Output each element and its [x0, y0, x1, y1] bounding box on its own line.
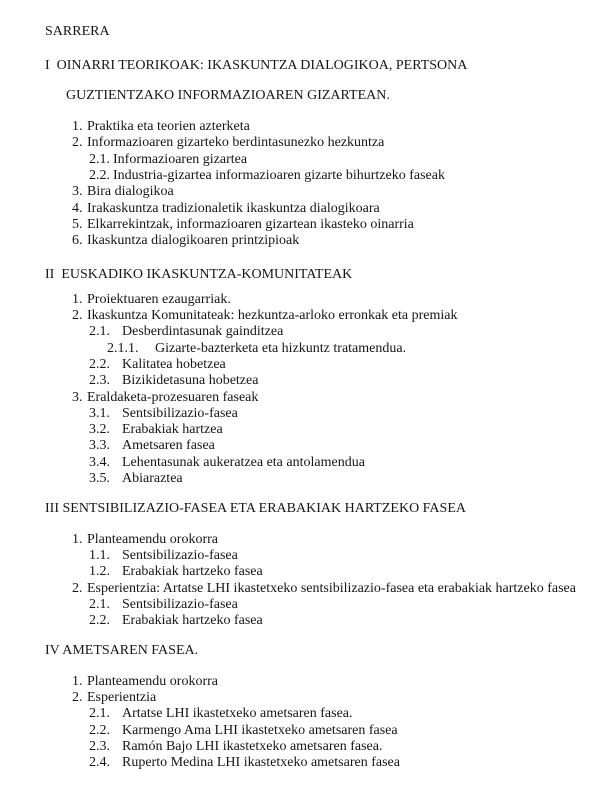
section-heading — [45, 643, 582, 659]
toc-item-number: 2.1.1. — [107, 340, 139, 356]
toc-section-III — [45, 501, 582, 630]
toc-item-number: 1.1. — [89, 547, 110, 563]
toc-item-number: 3. — [72, 184, 83, 200]
toc-item-number: 1. — [72, 119, 83, 135]
toc-sections — [45, 58, 582, 771]
toc-item-number: 2.1. — [89, 706, 110, 722]
toc-item — [72, 690, 582, 706]
toc-item-number: 2.4. — [89, 755, 110, 771]
toc-item-text: Sentsibilizazio-fasea — [122, 596, 238, 612]
toc-item-number: 2. — [72, 308, 83, 324]
toc-item-text: Planteamendu orokorra — [87, 531, 219, 547]
section-heading-line: GUZTIENTZAKO INFORMAZIOAREN GIZARTEAN. — [66, 88, 390, 104]
toc-item — [72, 581, 582, 597]
toc-item-number: 1. — [72, 673, 83, 689]
toc-item-list — [45, 119, 582, 249]
toc-item — [89, 723, 582, 739]
toc-item-number: 2.2. — [89, 722, 110, 738]
toc-item — [72, 390, 582, 406]
section-heading — [45, 267, 582, 283]
toc-item-text: Erabakiak hartzeko fasea — [122, 564, 263, 580]
toc-item — [89, 152, 582, 168]
toc-item — [72, 233, 582, 249]
toc-item-text: Artatse LHI ikastetxeko ametsaren fasea. — [122, 706, 353, 722]
toc-item — [89, 168, 582, 184]
toc-item-text: Ikaskuntza dialogikoaren printzipioak — [87, 233, 300, 249]
toc-item — [72, 532, 582, 548]
toc-item — [89, 613, 582, 629]
section-heading-line: III SENTSIBILIZAZIO-FASEA ETA ERABAKIAK HARTZEKO FASEA — [45, 500, 466, 516]
toc-item-text: Erabakiak hartzeko fasea — [122, 613, 263, 629]
toc-item — [72, 217, 582, 233]
toc-item-text: Karmengo Ama LHI ikastetxeko ametsaren fasea — [122, 722, 398, 738]
toc-item-text: Ruperto Medina LHI ikastetxeko ametsaren fasea — [122, 755, 400, 771]
toc-item-text: Informazioaren gizarteko berdintasunezko hezkuntza — [87, 135, 385, 151]
toc-item-number: 1. — [72, 531, 83, 547]
toc-item-text: Kalitatea hobetzea — [122, 356, 226, 372]
toc-item-number: 1. — [72, 291, 83, 307]
toc-item-text: Ametsaren fasea — [122, 438, 215, 454]
toc-section-IV — [45, 643, 582, 772]
toc-item-list — [45, 674, 582, 772]
toc-item-number: 2.1. — [89, 151, 110, 167]
toc-item-text: Abiaraztea — [122, 471, 183, 487]
toc-item — [89, 406, 582, 422]
toc-item-text: Proiektuaren ezaugarriak. — [87, 291, 231, 307]
toc-item-text: Sentsibilizazio-fasea — [122, 547, 238, 563]
toc-item — [89, 564, 582, 580]
toc-item — [72, 201, 582, 217]
toc-item-text: Sentsibilizazio-fasea — [122, 405, 238, 421]
toc-item-number: 2.3. — [89, 738, 110, 754]
section-heading-line: I OINARRI TEORIKOAK: IKASKUNTZA DIALOGIKOA, PERTSONA — [45, 58, 468, 74]
toc-item-number: 2.2. — [89, 356, 110, 372]
toc-item-list — [45, 292, 582, 488]
document-title: SARRERA — [45, 24, 110, 39]
section-heading — [45, 58, 582, 104]
toc-item-list — [45, 532, 582, 630]
toc-item — [72, 674, 582, 690]
toc-item-number: 2.3. — [89, 373, 110, 389]
toc-item-text: Ramón Bajo LHI ikastetxeko ametsaren fasea. — [122, 738, 383, 754]
toc-item-number: 1.2. — [89, 564, 110, 580]
toc-item-text: Gizarte-bazterketa eta hizkuntz tratamendua. — [155, 340, 407, 356]
toc-item-text: Elkarrekintzak, informazioaren gizartean ikasteko oinarria — [87, 216, 414, 232]
section-heading-line: IV AMETSAREN FASEA. — [45, 642, 199, 658]
toc-item-number: 2.2. — [89, 613, 110, 629]
toc-item-text: Erabakiak hartzea — [122, 422, 223, 438]
toc-item-number: 3.5. — [89, 471, 110, 487]
toc-item-number: 2.2. — [89, 167, 110, 183]
toc-item — [89, 706, 582, 722]
toc-item — [107, 341, 582, 357]
toc-item-text: Ikaskuntza Komunitateak: hezkuntza-arloko erronkak eta premiak — [87, 308, 458, 324]
toc-item-number: 2.1. — [89, 596, 110, 612]
toc-item-text: Praktika eta teorien azterketa — [87, 119, 250, 135]
toc-item-text: Esperientzia: Artatse LHI ikastetxeko sentsibilizazio-fasea eta erabakiak hartzeko fasea — [87, 580, 576, 596]
toc-item-text: Irakaskuntza tradizionaletik ikaskuntza dialogikoara — [87, 200, 380, 216]
toc-item-text: Lehentasunak aukeratzea eta antolamendua — [122, 454, 365, 470]
toc-item-text: Esperientzia — [87, 689, 157, 705]
toc-section-II — [45, 267, 582, 487]
toc-item-number: 5. — [72, 216, 83, 232]
toc-item-number: 4. — [72, 200, 83, 216]
toc-item — [72, 292, 582, 308]
toc-item — [89, 755, 582, 771]
toc-item-number: 3. — [72, 389, 83, 405]
toc-item-text: Industria-gizartea informazioaren gizarte bihurtzeko faseak — [113, 167, 445, 183]
toc-item — [89, 548, 582, 564]
toc-item — [89, 455, 582, 471]
toc-item — [72, 308, 582, 324]
toc-item-number: 2. — [72, 135, 83, 151]
toc-item-number: 3.1. — [89, 405, 110, 421]
toc-item-text: Desberdintasunak gainditzea — [122, 324, 284, 340]
toc-item-text: Bira dialogikoa — [87, 184, 174, 200]
toc-item-number: 2.1. — [89, 324, 110, 340]
section-heading-line: II EUSKADIKO IKASKUNTZA-KOMUNITATEAK — [45, 267, 353, 283]
toc-item — [89, 324, 582, 340]
toc-item — [72, 135, 582, 151]
toc-item-number: 2. — [72, 580, 83, 596]
toc-item-number: 6. — [72, 233, 83, 249]
toc-item — [89, 438, 582, 454]
section-heading — [45, 501, 582, 517]
toc-item — [89, 357, 582, 373]
toc-item-number: 3.2. — [89, 422, 110, 438]
toc-item — [89, 471, 582, 487]
toc-item-text: Informazioaren gizartea — [113, 151, 248, 167]
toc-item-text: Eraldaketa-prozesuaren faseak — [87, 389, 259, 405]
toc-item-number: 2. — [72, 689, 83, 705]
toc-item — [89, 422, 582, 438]
toc-item-number: 3.3. — [89, 438, 110, 454]
toc-item-number: 3.4. — [89, 454, 110, 470]
toc-item-text: Bizikidetasuna hobetzea — [122, 373, 259, 389]
toc-section-I — [45, 58, 582, 249]
toc-item — [72, 184, 582, 200]
toc-item — [72, 119, 582, 135]
toc-item-text: Planteamendu orokorra — [87, 673, 219, 689]
toc-item — [89, 597, 582, 613]
toc-item — [89, 373, 582, 389]
toc-item — [89, 739, 582, 755]
